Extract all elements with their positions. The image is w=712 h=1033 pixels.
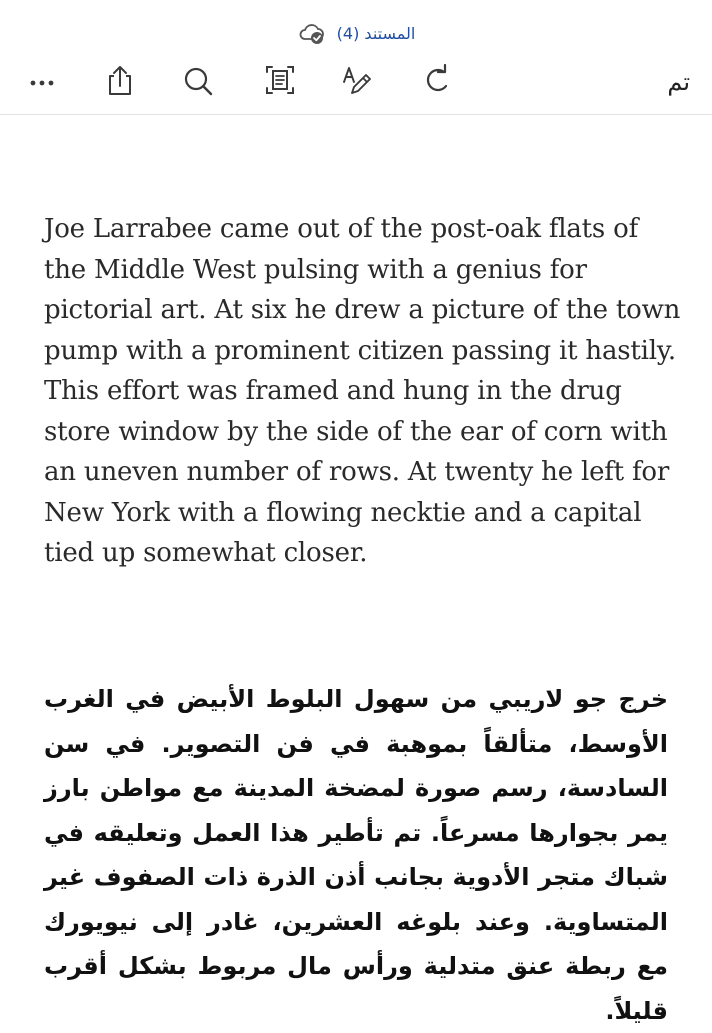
toolbar [0,58,712,106]
document-body[interactable] [0,115,712,1024]
more-icon [24,62,60,98]
top-bar [0,0,712,115]
arabic-paragraph: خرج جو لاريبي من سهول البلوط الأبيض في الغرب الأوسط، متألقاً بموهبة في فن التصوير. في سن السادسة، رسم صورة لمضخة المدينة مع مواطن بارز يمر بجوارها مسرعاً. تم تأطير هذا العمل وتعليقه في شباك متجر الأدوية بجانب أذن الذرة ذات الصفوف غير المتساوية. وعند بلوغه العشرين، غادر إلى نيويورك مع ربطة عنق متدلية ورأس مال مربوط بشكل أقرب قليلاً. [44,685,668,1025]
document-title[interactable]: المستند (4) [336,23,416,43]
share-button[interactable] [98,58,142,102]
share-icon [102,62,138,98]
more-button[interactable] [20,58,64,102]
redo-icon [418,62,454,98]
draw-button[interactable] [334,58,378,102]
reader-view-button[interactable] [258,58,302,102]
english-paragraph: Joe Larrabee came out of the post-oak flats of the Middle West pulsing with a genius for pictorial art. At six he drew a picture of the town pump with a prominent citizen passing it hastily. This effort was framed and hung in the drug store window by the side of the ear of corn with an uneven number of rows. At twenty he left for New York with a flowing necktie and a capital tied up somewhat closer. [44,214,681,568]
title-row [0,18,712,48]
draw-icon [338,62,374,98]
search-button[interactable] [176,58,220,102]
done-button[interactable]: تم [667,68,690,96]
search-icon [180,62,216,98]
redo-button[interactable] [414,58,458,102]
cloud-synced-icon[interactable] [297,20,327,46]
reader-view-icon [262,62,298,98]
